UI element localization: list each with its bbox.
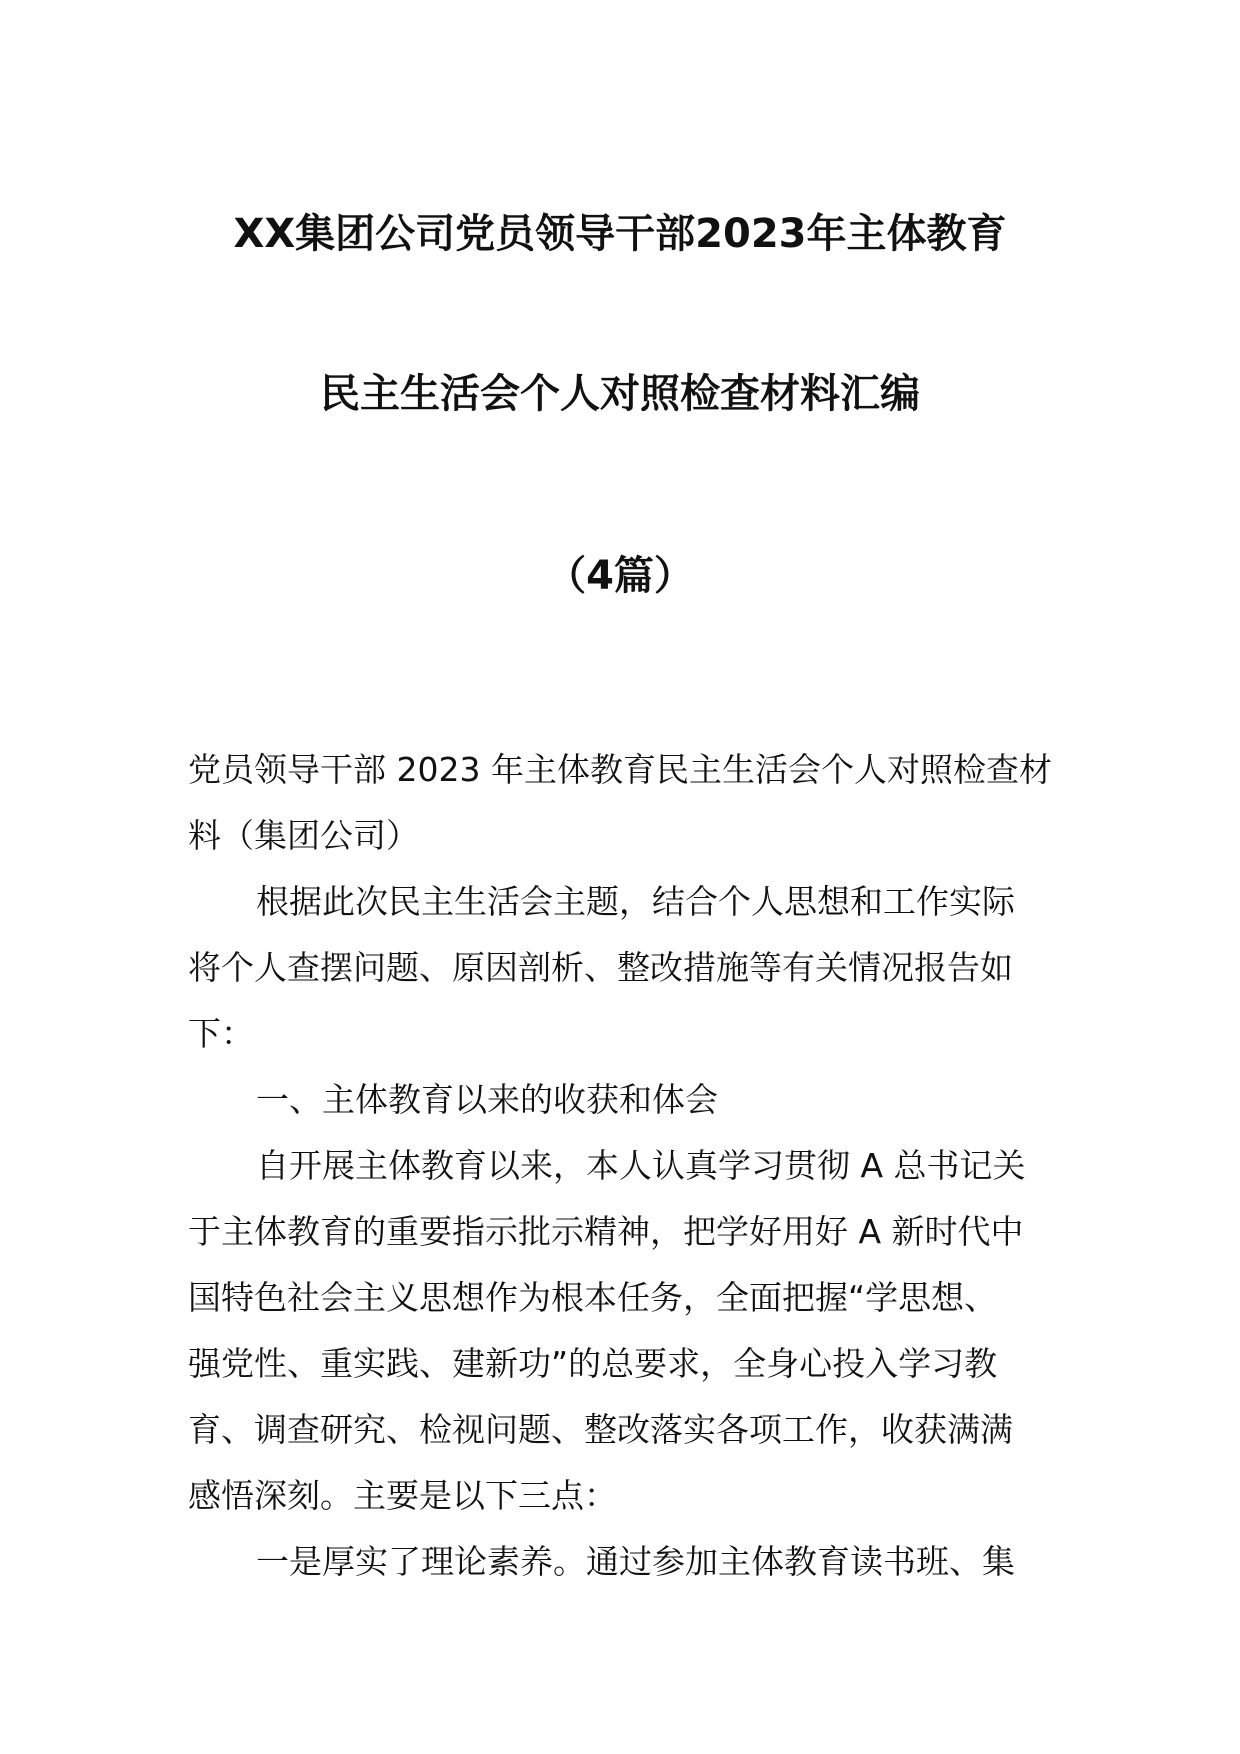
body-line: 感悟深刻。主要是以下三点： (188, 1476, 617, 1515)
document-title-line-1: XX集团公司党员领导干部2023年主体教育 (233, 211, 1007, 257)
body-line: 自开展主体教育以来，本人认真学习贯彻 A 总书记关 (256, 1146, 1026, 1185)
document-title-count: （4篇） (546, 553, 694, 599)
body-line: 于主体教育的重要指示批示精神，把学好用好 A 新时代中 (188, 1212, 1024, 1251)
body-line: 料（集团公司） (188, 816, 419, 855)
body-line: 下： (188, 1014, 254, 1053)
body-line: 一是厚实了理论素养。通过参加主体教育读书班、集 (256, 1542, 1015, 1581)
body-line: 国特色社会主义思想作为根本任务，全面把握“学思想、 (188, 1278, 998, 1317)
body-line: 根据此次民主生活会主题，结合个人思想和工作实际 (256, 882, 1015, 921)
document-title-line-2: 民主生活会个人对照检查材料汇编 (320, 371, 920, 417)
body-line: 育、调查研究、检视问题、整改落实各项工作，收获满满 (188, 1410, 1013, 1449)
body-line: 将个人查摆问题、原因剖析、整改措施等有关情况报告如 (188, 948, 1013, 987)
body-line: 党员领导干部 2023 年主体教育民主生活会个人对照检查材 (188, 750, 1052, 789)
body-line: 强党性、重实践、建新功”的总要求，全身心投入学习教 (188, 1344, 998, 1383)
section-heading: 一、主体教育以来的收获和体会 (256, 1080, 718, 1119)
document-body (188, 737, 1054, 1595)
